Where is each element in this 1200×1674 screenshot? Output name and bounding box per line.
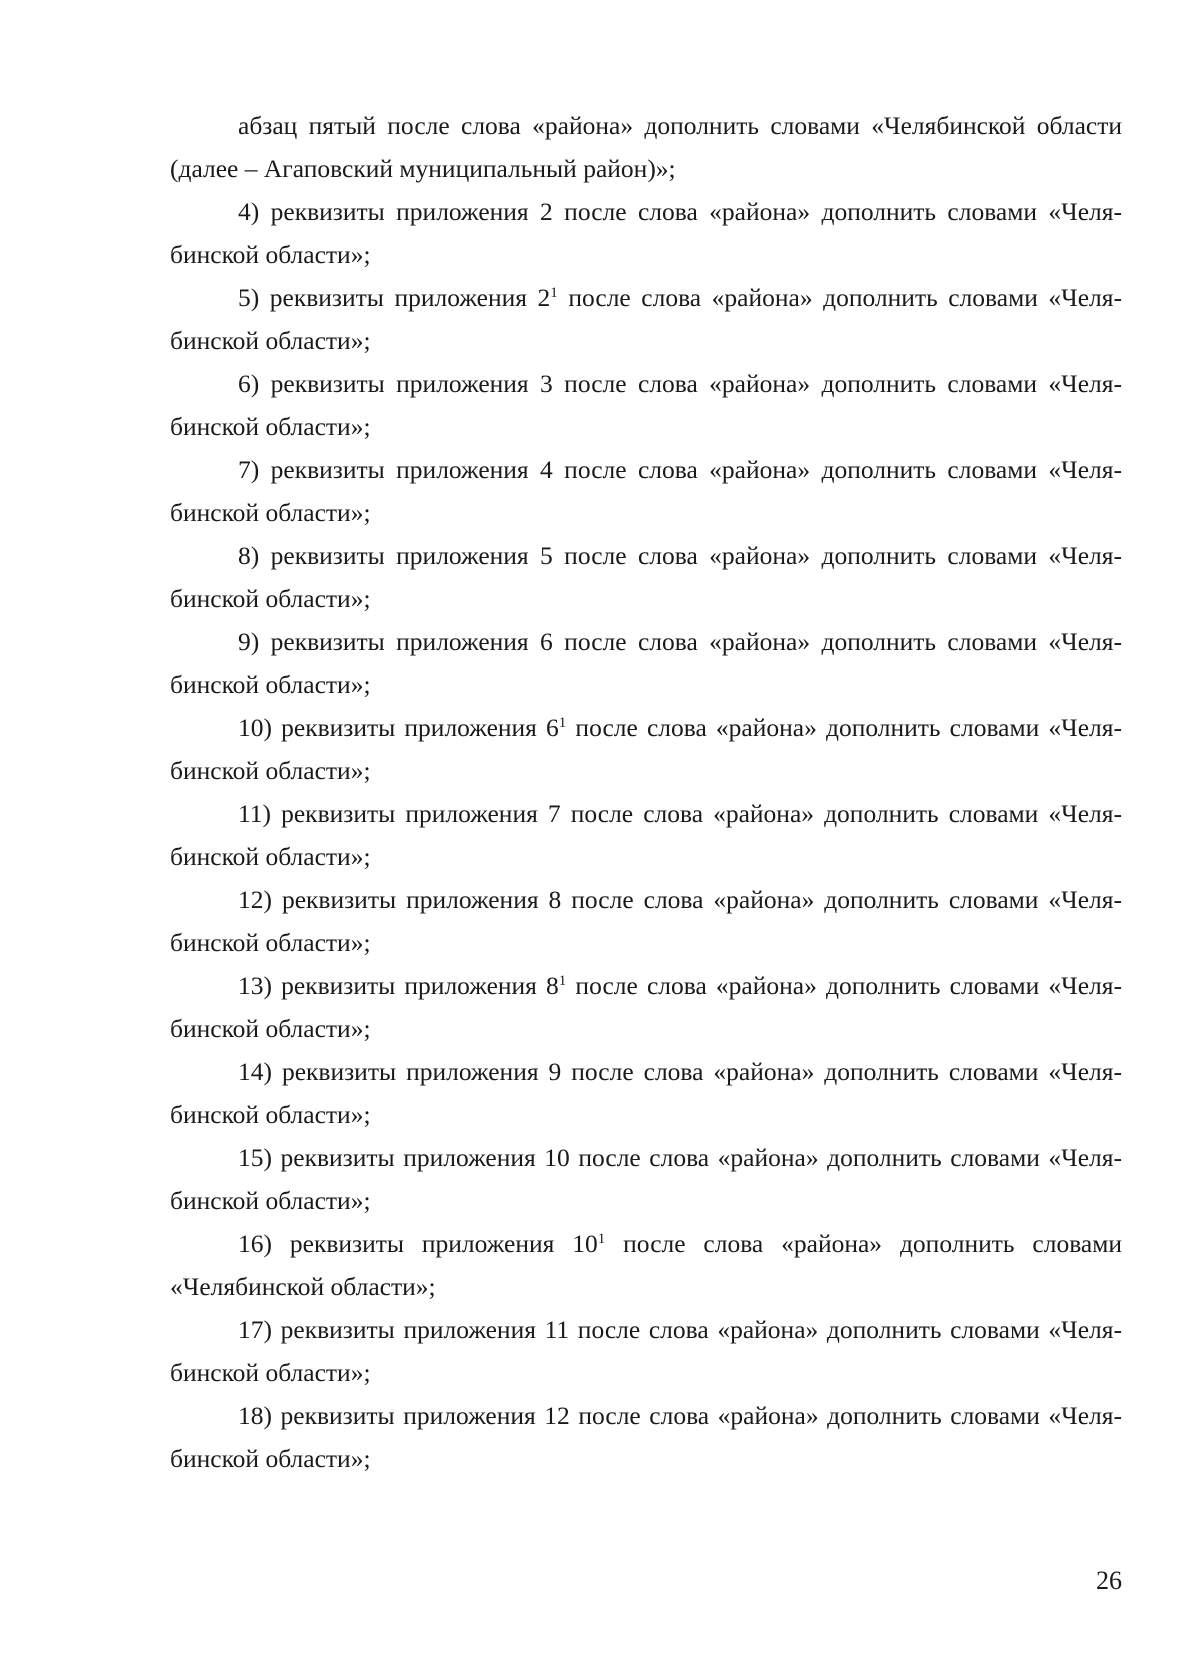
paragraph-item-12: [170, 878, 1122, 964]
item-text: после слова «района» дополнить словами «Челя-: [560, 799, 1122, 828]
item-text: 7) реквизиты приложения 4: [238, 455, 553, 484]
paragraph-abzac-pyatyi: [170, 104, 1122, 190]
paragraph-line: бинской области»;: [170, 498, 371, 527]
item-text: 6) реквизиты приложения 3: [238, 369, 553, 398]
paragraph-line: [170, 534, 1122, 577]
paragraph-line: [170, 276, 1122, 319]
item-text: 18) реквизиты приложения 12: [238, 1401, 570, 1430]
item-text: после слова «района» дополнить словами «Челя-: [552, 541, 1122, 570]
item-text: 4) реквизиты приложения 2: [238, 197, 553, 226]
paragraph-line: [170, 362, 1122, 405]
item-text: 10) реквизиты приложения 6: [238, 713, 559, 742]
item-text: после слова «района» дополнить словами «Челя-: [552, 369, 1122, 398]
paragraph-item-13: [170, 964, 1122, 1050]
item-text: 8) реквизиты приложения 5: [238, 541, 553, 570]
paragraph-line: [170, 706, 1122, 749]
paragraph-item-16: [170, 1222, 1122, 1308]
superscript: 1: [597, 1231, 606, 1247]
item-text: после слова «района» дополнить словами «Челя-: [566, 713, 1122, 742]
paragraph-item-7: [170, 448, 1122, 534]
item-text: 17) реквизиты приложения 11: [238, 1315, 570, 1344]
item-text: 15) реквизиты приложения 10: [238, 1143, 570, 1172]
item-text: после слова «района» дополнить словами «Челя-: [561, 1057, 1122, 1086]
paragraph-item-18: [170, 1394, 1122, 1480]
paragraph-item-14: [170, 1050, 1122, 1136]
paragraph-line: абзац пятый после слова «района» дополнить словами «Челябинской области: [238, 111, 1122, 140]
superscript: 1: [558, 715, 567, 731]
paragraph-line: бинской области»;: [170, 1444, 371, 1473]
item-text: 16) реквизиты приложения 10: [238, 1229, 598, 1258]
item-text: 5) реквизиты приложения 2: [238, 283, 551, 312]
paragraph-line: бинской области»;: [170, 756, 371, 785]
item-text: после слова «района» дополнить словами «Челя-: [566, 971, 1122, 1000]
paragraph-line: бинской области»;: [170, 584, 371, 613]
page-number: 26: [1096, 1566, 1122, 1595]
item-text: 14) реквизиты приложения 9: [238, 1057, 562, 1086]
item-text: после слова «района» дополнить словами: [605, 1229, 1122, 1258]
paragraph-line: [170, 1394, 1122, 1437]
paragraph-line: [170, 620, 1122, 663]
paragraph-line: [170, 1136, 1122, 1179]
paragraph-item-11: [170, 792, 1122, 878]
paragraph-line: [170, 964, 1122, 1007]
paragraph-item-17: [170, 1308, 1122, 1394]
paragraph-line: бинской области»;: [170, 240, 371, 269]
item-text: после слова «района» дополнить словами «Челя-: [561, 885, 1122, 914]
item-text: 13) реквизиты приложения 8: [238, 971, 559, 1000]
item-text: 9) реквизиты приложения 6: [238, 627, 553, 656]
paragraph-item-5: [170, 276, 1122, 362]
paragraph-line: «Челябинской области»;: [170, 1272, 436, 1301]
paragraph-line: бинской области»;: [170, 842, 371, 871]
item-text: 11) реквизиты приложения 7: [238, 799, 561, 828]
paragraph-line: [170, 1050, 1122, 1093]
paragraph-line: бинской области»;: [170, 1014, 371, 1043]
paragraph-item-15: [170, 1136, 1122, 1222]
item-text: после слова «района» дополнить словами «Челя-: [569, 1143, 1122, 1172]
item-text: 12) реквизиты приложения 8: [238, 885, 562, 914]
paragraph-item-9: [170, 620, 1122, 706]
item-text: после слова «района» дополнить словами «Челя-: [557, 283, 1122, 312]
paragraph-line: бинской области»;: [170, 412, 371, 441]
paragraph-line: бинской области»;: [170, 1358, 371, 1387]
superscript: 1: [550, 285, 558, 301]
paragraph-item-4: [170, 190, 1122, 276]
paragraph-line: бинской области»;: [170, 670, 371, 699]
paragraph-line: (далее – Агаповский муниципальный район)»;: [170, 154, 676, 183]
item-text: после слова «района» дополнить словами «Челя-: [552, 197, 1122, 226]
item-text: после слова «района» дополнить словами «Челя-: [569, 1315, 1122, 1344]
superscript: 1: [558, 973, 567, 989]
document-body: [170, 104, 1122, 1480]
item-text: после слова «района» дополнить словами «Челя-: [552, 455, 1122, 484]
paragraph-line: бинской области»;: [170, 1100, 371, 1129]
paragraph-item-6: [170, 362, 1122, 448]
paragraph-line: [170, 878, 1122, 921]
paragraph-item-8: [170, 534, 1122, 620]
item-text: после слова «района» дополнить словами «Челя-: [569, 1401, 1122, 1430]
paragraph-line: [170, 190, 1122, 233]
paragraph-line: [170, 792, 1122, 835]
paragraph-line: бинской области»;: [170, 326, 371, 355]
paragraph-item-10: [170, 706, 1122, 792]
paragraph-line: [170, 1222, 1122, 1265]
paragraph-line: бинской области»;: [170, 928, 371, 957]
paragraph-line: бинской области»;: [170, 1186, 371, 1215]
item-text: после слова «района» дополнить словами «Челя-: [552, 627, 1122, 656]
paragraph-line: [170, 1308, 1122, 1351]
paragraph-line: [170, 448, 1122, 491]
